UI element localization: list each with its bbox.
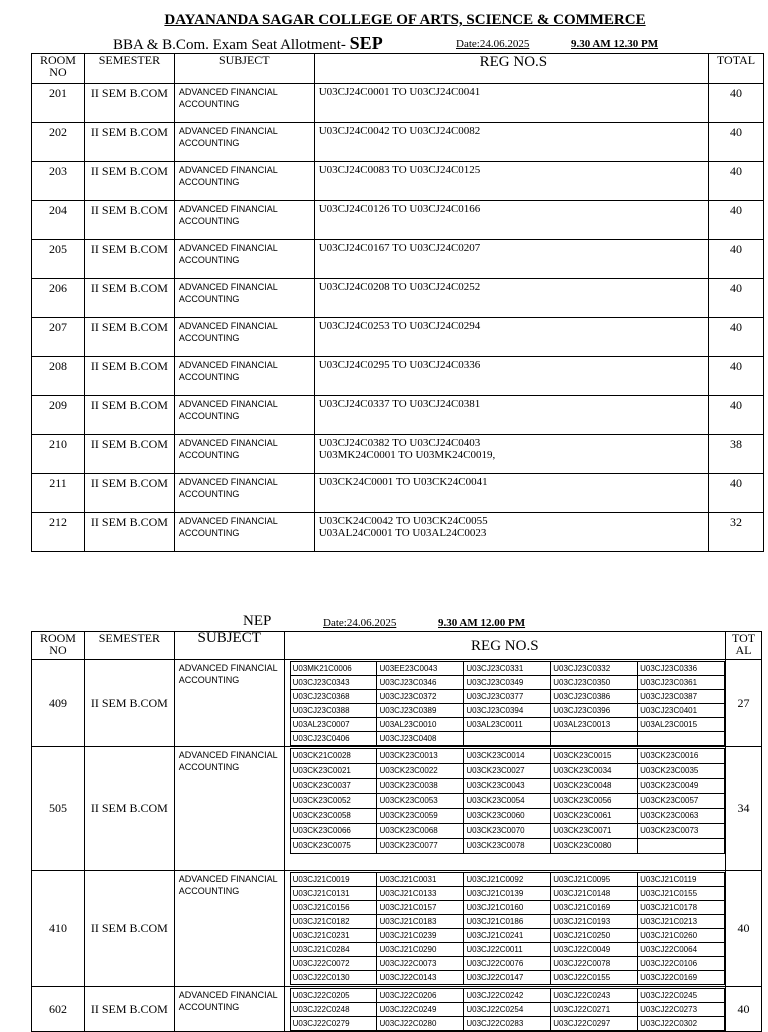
reg-range-cell — [314, 201, 708, 240]
semester-cell: II SEM B.COM — [84, 279, 174, 318]
total-cell: 40 — [726, 871, 762, 987]
reg-range-cell — [314, 123, 708, 162]
reg-number: U03CK23C0075 — [290, 839, 377, 854]
semester-cell: II SEM B.COM — [84, 871, 174, 987]
header-reg-nos: REG NO.S — [314, 54, 708, 84]
reg-number: U03AL23C0010 — [377, 718, 464, 732]
subject-cell: ADVANCED FINANCIAL ACCOUNTING — [174, 987, 284, 1032]
reg-number: U03CK23C0034 — [551, 764, 638, 779]
total-cell: 40 — [709, 279, 764, 318]
total-cell: 40 — [709, 84, 764, 123]
semester-cell: II SEM B.COM — [84, 84, 174, 123]
reg-number-grid — [290, 748, 725, 854]
reg-number: U03CJ23C0346 — [377, 676, 464, 690]
nep-label: NEP — [243, 613, 272, 629]
subject-cell: ADVANCED FINANCIAL ACCOUNTING — [174, 240, 314, 279]
reg-number: U03CK23C0073 — [638, 824, 725, 839]
reg-number: U03CK23C0053 — [377, 794, 464, 809]
grid-row — [290, 809, 724, 824]
reg-number: U03CJ23C0368 — [290, 690, 377, 704]
grid-row — [290, 662, 724, 676]
reg-number: U03CJ22C0279 — [290, 1017, 377, 1031]
reg-number: U03CJ22C0206 — [377, 989, 464, 1003]
sep-label: SEP — [349, 33, 383, 53]
reg-number: U03CJ23C0377 — [464, 690, 551, 704]
reg-number: U03CJ21C0284 — [290, 943, 377, 957]
reg-number: U03CJ23C0394 — [464, 704, 551, 718]
reg-number: U03CJ23C0388 — [290, 704, 377, 718]
reg-number: U03CJ21C0250 — [551, 929, 638, 943]
reg-number: U03CK23C0014 — [464, 749, 551, 764]
table-row — [32, 123, 764, 162]
reg-number: U03AL23C0011 — [464, 718, 551, 732]
room-number: 201 — [32, 84, 85, 123]
table-row — [32, 660, 762, 747]
semester-cell: II SEM B.COM — [84, 201, 174, 240]
nep-header-row — [32, 632, 762, 660]
reg-number: U03CJ21C0239 — [377, 929, 464, 943]
subtitle-text: BBA & B.Com. Exam Seat Allotment- — [113, 37, 346, 53]
reg-number-grid — [290, 661, 725, 746]
reg-number: U03CK23C0080 — [551, 839, 638, 854]
header-subject: SUBJECT — [174, 632, 284, 660]
reg-range-cell — [314, 162, 708, 201]
room-number: 206 — [32, 279, 85, 318]
grid-row — [290, 929, 724, 943]
reg-number: U03CJ21C0290 — [377, 943, 464, 957]
reg-range-line: U03AL24C0001 TO U03AL24C0023 — [318, 527, 487, 539]
reg-number: U03CJ22C0143 — [377, 971, 464, 985]
reg-number: U03CJ21C0260 — [638, 929, 725, 943]
reg-number: U03CJ22C0076 — [464, 957, 551, 971]
reg-number: U03CJ22C0064 — [638, 943, 725, 957]
college-title: DAYANANDA SAGAR COLLEGE OF ARTS, SCIENCE & COMMERCE — [164, 12, 646, 28]
reg-number: U03CJ21C0160 — [464, 901, 551, 915]
reg-number: U03CJ22C0302 — [638, 1017, 725, 1031]
reg-number: U03CJ21C0133 — [377, 887, 464, 901]
reg-number: U03CJ21C0157 — [377, 901, 464, 915]
subject-cell: ADVANCED FINANCIAL ACCOUNTING — [174, 162, 314, 201]
reg-number: U03CJ22C0073 — [377, 957, 464, 971]
grid-row — [290, 1003, 724, 1017]
semester-cell: II SEM B.COM — [84, 357, 174, 396]
reg-number: U03CK23C0027 — [464, 764, 551, 779]
table-row — [32, 987, 762, 1032]
reg-range-line: U03CJ24C0167 TO U03CJ24C0207 — [318, 242, 481, 254]
reg-range-line: U03CJ24C0208 TO U03CJ24C0252 — [318, 281, 481, 293]
grid-row — [290, 989, 724, 1003]
table-row — [32, 162, 764, 201]
reg-range-line: U03CJ24C0253 TO U03CJ24C0294 — [318, 320, 481, 332]
sep-allotment-table — [31, 53, 764, 552]
reg-number: U03CJ23C0350 — [551, 676, 638, 690]
grid-row — [290, 749, 724, 764]
reg-number: U03CK23C0048 — [551, 779, 638, 794]
reg-number: U03CJ23C0408 — [377, 732, 464, 746]
reg-range-line: U03MK24C0001 TO U03MK24C0019, — [318, 449, 496, 461]
reg-number: U03CK23C0060 — [464, 809, 551, 824]
reg-number: U03CJ22C0248 — [290, 1003, 377, 1017]
total-cell: 40 — [709, 201, 764, 240]
reg-number: U03EE23C0043 — [377, 662, 464, 676]
grid-row — [290, 839, 724, 854]
reg-number: U03CJ23C0387 — [638, 690, 725, 704]
reg-grid-cell — [284, 747, 725, 871]
semester-cell: II SEM B.COM — [84, 240, 174, 279]
table-row — [32, 84, 764, 123]
room-number: 204 — [32, 201, 85, 240]
reg-number: U03CJ22C0072 — [290, 957, 377, 971]
total-cell: 40 — [709, 474, 764, 513]
reg-range-line: U03CK24C0001 TO U03CK24C0041 — [318, 476, 488, 488]
reg-number: U03CJ21C0178 — [638, 901, 725, 915]
reg-number: U03CK23C0058 — [290, 809, 377, 824]
total-cell: 38 — [709, 435, 764, 474]
reg-number: U03CJ22C0283 — [464, 1017, 551, 1031]
total-cell: 40 — [709, 357, 764, 396]
reg-number: U03CK23C0021 — [290, 764, 377, 779]
reg-range-cell — [314, 84, 708, 123]
room-number: 602 — [32, 987, 85, 1032]
reg-number: U03CJ21C0186 — [464, 915, 551, 929]
semester-cell: II SEM B.COM — [84, 318, 174, 357]
reg-range-line: U03CJ24C0126 TO U03CJ24C0166 — [318, 203, 481, 215]
reg-number: U03CK23C0015 — [551, 749, 638, 764]
reg-number: U03CK23C0022 — [377, 764, 464, 779]
table-row — [32, 435, 764, 474]
room-number: 209 — [32, 396, 85, 435]
header-reg-nos: REG NO.S — [284, 632, 725, 660]
semester-cell: II SEM B.COM — [84, 435, 174, 474]
room-number: 410 — [32, 871, 85, 987]
reg-range-line: U03CJ24C0337 TO U03CJ24C0381 — [318, 398, 481, 410]
reg-number: U03CK23C0037 — [290, 779, 377, 794]
reg-number: U03CK23C0013 — [377, 749, 464, 764]
reg-number: U03CJ23C0406 — [290, 732, 377, 746]
reg-number: U03CK23C0068 — [377, 824, 464, 839]
reg-number: U03CJ22C0049 — [551, 943, 638, 957]
grid-row — [290, 704, 724, 718]
reg-range-line: U03CJ24C0001 TO U03CJ24C0041 — [318, 86, 481, 98]
room-number: 203 — [32, 162, 85, 201]
subject-cell: ADVANCED FINANCIAL ACCOUNTING — [174, 435, 314, 474]
total-cell: 40 — [709, 123, 764, 162]
grid-row — [290, 943, 724, 957]
subject-cell: ADVANCED FINANCIAL ACCOUNTING — [174, 871, 284, 987]
subject-cell: ADVANCED FINANCIAL ACCOUNTING — [174, 357, 314, 396]
total-cell: 40 — [726, 987, 762, 1032]
total-cell: 40 — [709, 318, 764, 357]
reg-number: U03CK21C0028 — [290, 749, 377, 764]
room-number: 210 — [32, 435, 85, 474]
total-cell: 40 — [709, 396, 764, 435]
nep-time: 9.30 AM 12.00 PM — [438, 617, 526, 629]
table-row — [32, 279, 764, 318]
sep-date: Date:24.06.2025 — [456, 38, 530, 50]
reg-number: U03CK23C0035 — [638, 764, 725, 779]
reg-number: U03CJ23C0349 — [464, 676, 551, 690]
reg-number: U03CJ23C0332 — [551, 662, 638, 676]
reg-number: U03CJ21C0231 — [290, 929, 377, 943]
reg-number: U03CJ21C0182 — [290, 915, 377, 929]
subject-cell: ADVANCED FINANCIAL ACCOUNTING — [174, 396, 314, 435]
reg-number: U03CJ21C0241 — [464, 929, 551, 943]
reg-number: U03CJ22C0078 — [551, 957, 638, 971]
reg-number: U03CJ23C0343 — [290, 676, 377, 690]
reg-number: U03CJ21C0193 — [551, 915, 638, 929]
table-row — [32, 871, 762, 987]
reg-number: U03CJ23C0331 — [464, 662, 551, 676]
reg-number: U03CJ21C0095 — [551, 873, 638, 887]
table-row — [32, 201, 764, 240]
reg-number: U03CJ23C0401 — [638, 704, 725, 718]
reg-number: U03CJ22C0106 — [638, 957, 725, 971]
grid-row — [290, 873, 724, 887]
reg-number-grid — [290, 988, 725, 1031]
reg-number: U03CJ22C0242 — [464, 989, 551, 1003]
reg-number: U03CJ22C0169 — [638, 971, 725, 985]
semester-cell: II SEM B.COM — [84, 162, 174, 201]
reg-number: U03CK23C0052 — [290, 794, 377, 809]
header-total: TOT AL — [726, 632, 762, 660]
reg-number: U03CJ22C0254 — [464, 1003, 551, 1017]
reg-number: U03AL23C0015 — [638, 718, 725, 732]
grid-row — [290, 887, 724, 901]
reg-number: U03CK23C0059 — [377, 809, 464, 824]
reg-number: U03CJ23C0336 — [638, 662, 725, 676]
header-semester: SEMESTER — [84, 54, 174, 84]
reg-number: U03AL23C0007 — [290, 718, 377, 732]
semester-cell: II SEM B.COM — [84, 396, 174, 435]
semester-cell: II SEM B.COM — [84, 474, 174, 513]
room-number: 211 — [32, 474, 85, 513]
subject-cell: ADVANCED FINANCIAL ACCOUNTING — [174, 660, 284, 747]
reg-range-cell — [314, 396, 708, 435]
reg-range-line: U03CJ24C0295 TO U03CJ24C0336 — [318, 359, 481, 371]
reg-number-grid — [290, 872, 725, 985]
reg-number: U03CJ21C0148 — [551, 887, 638, 901]
grid-row — [290, 718, 724, 732]
reg-number — [464, 732, 551, 746]
total-cell: 32 — [709, 513, 764, 552]
semester-cell: II SEM B.COM — [84, 513, 174, 552]
reg-range-line: U03CJ24C0382 TO U03CJ24C0403 — [318, 437, 481, 449]
reg-number — [638, 839, 725, 854]
exam-subtitle — [113, 33, 383, 54]
reg-number: U03CJ21C0092 — [464, 873, 551, 887]
reg-range-cell — [314, 279, 708, 318]
total-cell: 27 — [726, 660, 762, 747]
reg-number: U03CK23C0038 — [377, 779, 464, 794]
reg-grid-cell — [284, 871, 725, 987]
total-cell: 40 — [709, 240, 764, 279]
grid-row — [290, 690, 724, 704]
reg-number: U03CK23C0061 — [551, 809, 638, 824]
table-row — [32, 318, 764, 357]
reg-number: U03CJ23C0361 — [638, 676, 725, 690]
reg-range-cell — [314, 513, 708, 552]
total-cell: 40 — [709, 162, 764, 201]
grid-row — [290, 732, 724, 746]
grid-row — [290, 971, 724, 985]
reg-number: U03CJ22C0297 — [551, 1017, 638, 1031]
sep-header-row — [32, 54, 764, 84]
grid-row — [290, 957, 724, 971]
reg-number: U03AL23C0013 — [551, 718, 638, 732]
reg-number: U03CK23C0063 — [638, 809, 725, 824]
header-total: TOTAL — [709, 54, 764, 84]
reg-range-cell — [314, 240, 708, 279]
grid-row — [290, 764, 724, 779]
reg-number: U03CJ23C0389 — [377, 704, 464, 718]
reg-range-cell — [314, 474, 708, 513]
header-subject: SUBJECT — [174, 54, 314, 84]
reg-number: U03CJ21C0031 — [377, 873, 464, 887]
reg-number: U03CJ21C0019 — [290, 873, 377, 887]
reg-number — [638, 732, 725, 746]
reg-number: U03CK23C0057 — [638, 794, 725, 809]
reg-number: U03CJ23C0386 — [551, 690, 638, 704]
reg-number: U03CJ22C0280 — [377, 1017, 464, 1031]
reg-number: U03CK23C0071 — [551, 824, 638, 839]
semester-cell: II SEM B.COM — [84, 747, 174, 871]
grid-row — [290, 824, 724, 839]
reg-number: U03CJ22C0273 — [638, 1003, 725, 1017]
room-number: 505 — [32, 747, 85, 871]
reg-number: U03CK23C0078 — [464, 839, 551, 854]
reg-number: U03CK23C0070 — [464, 824, 551, 839]
table-row — [32, 474, 764, 513]
semester-cell: II SEM B.COM — [84, 123, 174, 162]
header-semester: SEMESTER — [84, 632, 174, 660]
reg-number: U03CJ21C0169 — [551, 901, 638, 915]
room-number: 208 — [32, 357, 85, 396]
reg-number: U03CJ21C0131 — [290, 887, 377, 901]
reg-range-cell — [314, 318, 708, 357]
table-row — [32, 747, 762, 871]
reg-range-cell — [314, 435, 708, 474]
table-row — [32, 240, 764, 279]
reg-number: U03MK21C0006 — [290, 662, 377, 676]
reg-number: U03CJ22C0147 — [464, 971, 551, 985]
room-number: 212 — [32, 513, 85, 552]
grid-row — [290, 794, 724, 809]
reg-range-line: U03CK24C0042 TO U03CK24C0055 — [318, 515, 488, 527]
nep-allotment-table — [31, 631, 762, 1032]
room-number: 205 — [32, 240, 85, 279]
reg-number — [551, 732, 638, 746]
reg-number: U03CJ21C0213 — [638, 915, 725, 929]
table-row — [32, 396, 764, 435]
reg-range-cell — [314, 357, 708, 396]
reg-number: U03CJ22C0243 — [551, 989, 638, 1003]
reg-grid-cell — [284, 987, 725, 1032]
subject-cell: ADVANCED FINANCIAL ACCOUNTING — [174, 279, 314, 318]
subject-cell: ADVANCED FINANCIAL ACCOUNTING — [174, 123, 314, 162]
grid-row — [290, 915, 724, 929]
reg-number: U03CJ22C0271 — [551, 1003, 638, 1017]
nep-date: Date:24.06.2025 — [323, 617, 397, 629]
grid-row — [290, 901, 724, 915]
room-number: 202 — [32, 123, 85, 162]
reg-number: U03CJ23C0372 — [377, 690, 464, 704]
reg-number: U03CK23C0054 — [464, 794, 551, 809]
room-number: 409 — [32, 660, 85, 747]
reg-number: U03CJ22C0155 — [551, 971, 638, 985]
reg-number: U03CJ22C0249 — [377, 1003, 464, 1017]
subject-cell: ADVANCED FINANCIAL ACCOUNTING — [174, 513, 314, 552]
subject-cell: ADVANCED FINANCIAL ACCOUNTING — [174, 318, 314, 357]
reg-number: U03CJ21C0183 — [377, 915, 464, 929]
reg-number: U03CJ21C0139 — [464, 887, 551, 901]
header-room: ROOM NO — [32, 54, 85, 84]
reg-number: U03CJ21C0119 — [638, 873, 725, 887]
reg-range-line: U03CJ24C0083 TO U03CJ24C0125 — [318, 164, 481, 176]
reg-number: U03CK23C0049 — [638, 779, 725, 794]
header-room: ROOM NO — [32, 632, 85, 660]
reg-number: U03CK23C0066 — [290, 824, 377, 839]
reg-number: U03CJ23C0396 — [551, 704, 638, 718]
table-row — [32, 513, 764, 552]
room-number: 207 — [32, 318, 85, 357]
grid-row — [290, 779, 724, 794]
grid-row — [290, 676, 724, 690]
reg-number: U03CK23C0077 — [377, 839, 464, 854]
reg-number: U03CJ22C0130 — [290, 971, 377, 985]
reg-number: U03CJ22C0011 — [464, 943, 551, 957]
sep-time: 9.30 AM 12.30 PM — [571, 38, 659, 50]
subject-cell: ADVANCED FINANCIAL ACCOUNTING — [174, 201, 314, 240]
subject-cell: ADVANCED FINANCIAL ACCOUNTING — [174, 747, 284, 871]
reg-number: U03CK23C0016 — [638, 749, 725, 764]
subject-cell: ADVANCED FINANCIAL ACCOUNTING — [174, 84, 314, 123]
reg-range-line: U03CJ24C0042 TO U03CJ24C0082 — [318, 125, 481, 137]
semester-cell: II SEM B.COM — [84, 660, 174, 747]
total-cell: 34 — [726, 747, 762, 871]
semester-cell: II SEM B.COM — [84, 987, 174, 1032]
subject-cell: ADVANCED FINANCIAL ACCOUNTING — [174, 474, 314, 513]
reg-number: U03CJ22C0205 — [290, 989, 377, 1003]
reg-number: U03CJ21C0156 — [290, 901, 377, 915]
reg-grid-cell — [284, 660, 725, 747]
table-row — [32, 357, 764, 396]
reg-number: U03CJ21C0155 — [638, 887, 725, 901]
reg-number: U03CK23C0043 — [464, 779, 551, 794]
reg-number: U03CJ22C0245 — [638, 989, 725, 1003]
reg-number: U03CK23C0056 — [551, 794, 638, 809]
